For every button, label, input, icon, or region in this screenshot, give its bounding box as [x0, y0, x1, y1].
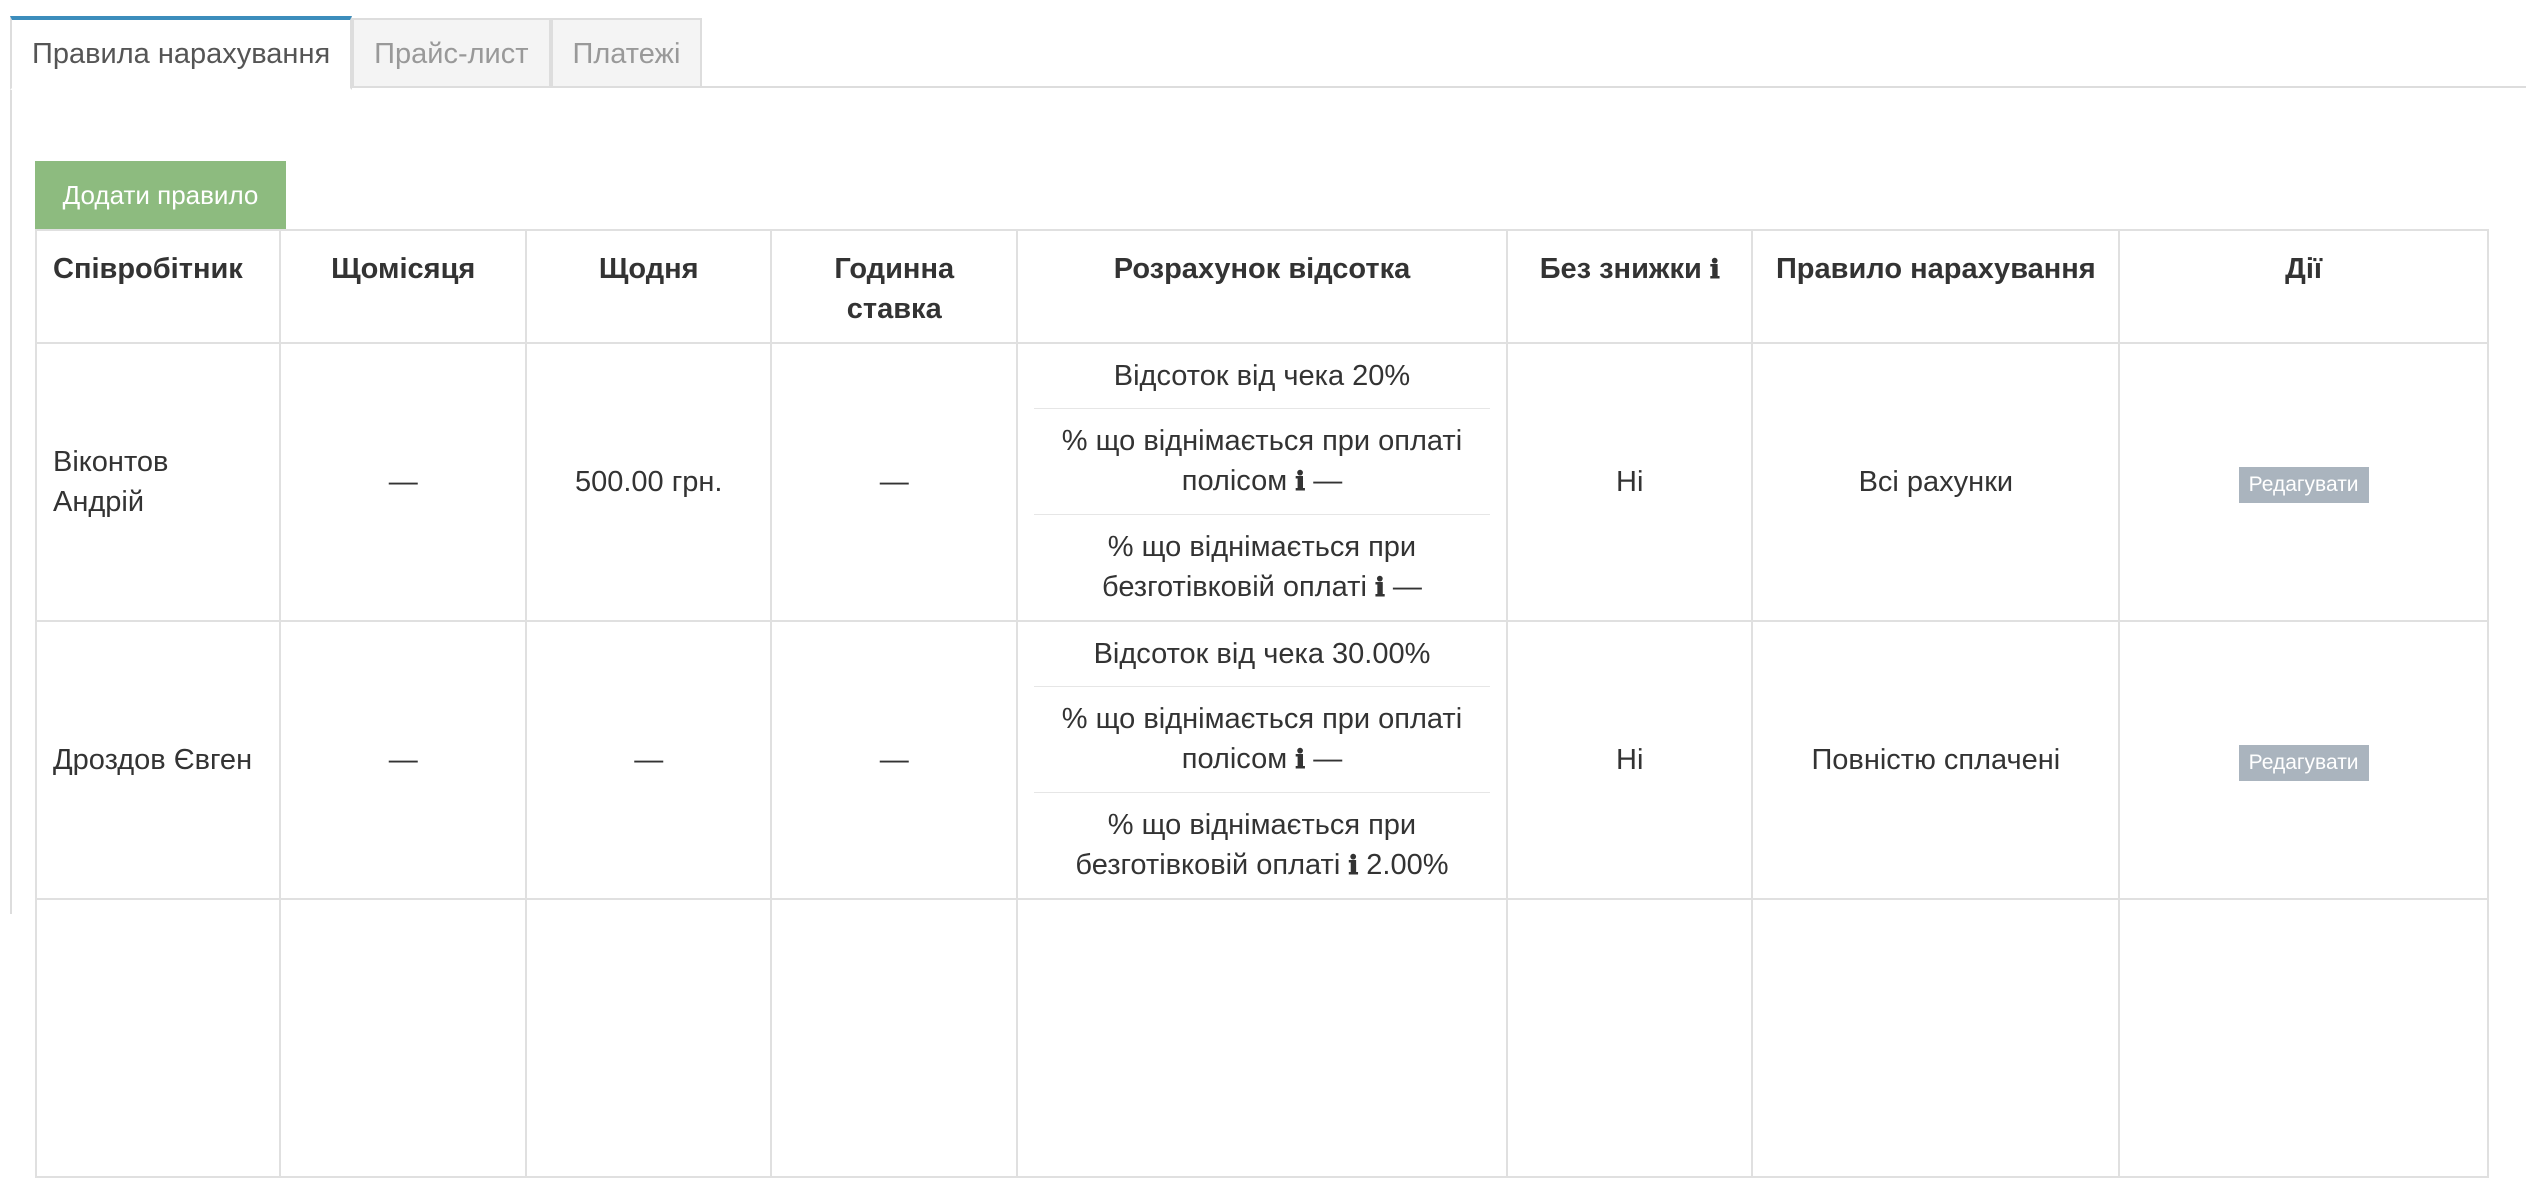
header-actions: Дії — [2119, 230, 2488, 343]
cell-hourly — [771, 899, 1017, 1177]
pct-policy — [1034, 409, 1490, 515]
cell-no-discount: Ні — [1507, 343, 1753, 621]
cell-percent — [1017, 899, 1507, 1177]
cell-rule: Всі рахунки — [1752, 343, 2119, 621]
tab-payments[interactable]: Платежі — [551, 18, 703, 88]
header-no-discount-label: Без знижки — [1539, 253, 1702, 285]
cell-employee: Дроздов Євген — [36, 621, 280, 899]
pct-cashless — [1034, 793, 1490, 898]
header-monthly: Щомісяця — [280, 230, 526, 343]
cell-hourly: — — [771, 343, 1017, 621]
cell-rule: Повністю сплачені — [1752, 621, 2119, 899]
header-no-discount — [1507, 230, 1753, 343]
pct-cashless — [1034, 515, 1490, 620]
cell-employee — [36, 899, 280, 1177]
cell-percent — [1017, 621, 1507, 899]
cell-hourly: — — [771, 621, 1017, 899]
pct-check: Відсоток від чека 30.00% — [1034, 622, 1490, 687]
cell-monthly: — — [280, 343, 526, 621]
tab-bar — [10, 14, 702, 88]
tab-price-list[interactable]: Прайс-лист — [352, 18, 550, 88]
table-row — [36, 899, 2488, 1177]
cell-actions — [2119, 899, 2488, 1177]
header-percent: Розрахунок відсотка — [1017, 230, 1507, 343]
pct-cashless-label: % що віднімається при безготівковій оплаті — [1075, 809, 1417, 881]
pct-policy — [1034, 687, 1490, 793]
cell-monthly — [280, 899, 526, 1177]
table-row — [36, 621, 2488, 899]
cell-daily — [526, 899, 772, 1177]
edit-button[interactable]: Редагувати — [2239, 467, 2369, 503]
cell-daily: 500.00 грн. — [526, 343, 772, 621]
pct-policy-label: % що віднімається при оплаті полісом — [1061, 703, 1463, 775]
pct-policy-value: — — [1313, 743, 1343, 775]
cell-actions — [2119, 621, 2488, 899]
cell-employee: Віконтов Андрій — [36, 343, 280, 621]
info-icon[interactable]: ℹ — [1709, 255, 1720, 285]
pct-check: Відсоток від чека 20% — [1034, 344, 1490, 409]
header-employee: Співробітник — [36, 230, 280, 343]
cell-monthly: — — [280, 621, 526, 899]
pct-cashless-value: — — [1392, 571, 1422, 603]
cell-rule — [1752, 899, 2119, 1177]
rules-table — [35, 229, 2489, 1178]
header-rule: Правило нарахування — [1752, 230, 2119, 343]
edit-button[interactable]: Редагувати — [2239, 745, 2369, 781]
cell-no-discount — [1507, 899, 1753, 1177]
table-header-row — [36, 230, 2488, 343]
pct-policy-value: — — [1313, 465, 1343, 497]
cell-actions — [2119, 343, 2488, 621]
pct-cashless-value: 2.00% — [1366, 849, 1449, 881]
info-icon[interactable]: ℹ — [1374, 573, 1385, 603]
tab-accrual-rules[interactable]: Правила нарахування — [10, 16, 352, 90]
info-icon[interactable]: ℹ — [1295, 745, 1306, 775]
pct-cashless-label: % що віднімається при безготівковій оплаті — [1102, 531, 1417, 603]
add-rule-button[interactable]: Додати правило — [35, 161, 286, 230]
info-icon[interactable]: ℹ — [1295, 467, 1306, 497]
header-hourly: Годинна ставка — [771, 230, 1017, 343]
cell-daily: — — [526, 621, 772, 899]
cell-percent — [1017, 343, 1507, 621]
table-row — [36, 343, 2488, 621]
info-icon[interactable]: ℹ — [1348, 851, 1359, 881]
cell-no-discount: Ні — [1507, 621, 1753, 899]
pct-policy-label: % що віднімається при оплаті полісом — [1061, 425, 1463, 497]
header-daily: Щодня — [526, 230, 772, 343]
